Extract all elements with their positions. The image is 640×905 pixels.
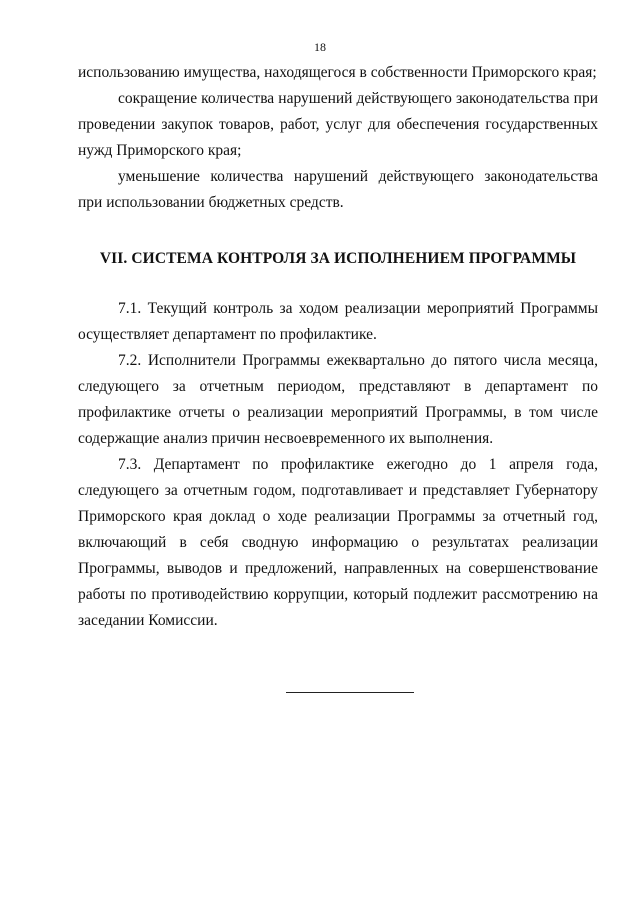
document-body xyxy=(78,60,598,634)
page-number: 18 xyxy=(314,40,326,54)
paragraph-7-2: 7.2. Исполнители Программы ежеквартально до пятого числа месяца, следующего за отчетным периодом, представляют в департамент по профилактике отчеты о реализации мероприятий Программы, в том числе содержащие анализ причин несвоевременного их выполнения. xyxy=(78,352,598,447)
paragraph-budget-violations: уменьшение количества нарушений действующего законодательства при использовании бюджетных средств. xyxy=(78,168,598,211)
paragraph-procurement-violations: сокращение количества нарушений действующего законодательства при проведении закупок товаров, работ, услуг для обеспечения государственных нужд Приморского края; xyxy=(78,90,598,159)
paragraph-continuation: использованию имущества, находящегося в собственности Приморского края; xyxy=(78,64,597,81)
end-divider xyxy=(286,692,414,693)
paragraph-7-1: 7.1. Текущий контроль за ходом реализации мероприятий Программы осуществляет департамент по профилактике. xyxy=(78,300,598,343)
paragraph-7-3: 7.3. Департамент по профилактике ежегодно до 1 апреля года, следующего за отчетным годом, подготавливает и представляет Губернатору Приморского края доклад о ходе реализации Программы за отчетный год, включающий в себя сводную информацию о результатах реализации Программы, выводов и предложений, направленных на совершенствование работы по противодействию коррупции, который подлежит рассмотрению на заседании Комиссии. xyxy=(78,456,598,629)
section-heading: VII. СИСТЕМА КОНТРОЛЯ ЗА ИСПОЛНЕНИЕМ ПРОГРАММЫ xyxy=(99,250,577,267)
